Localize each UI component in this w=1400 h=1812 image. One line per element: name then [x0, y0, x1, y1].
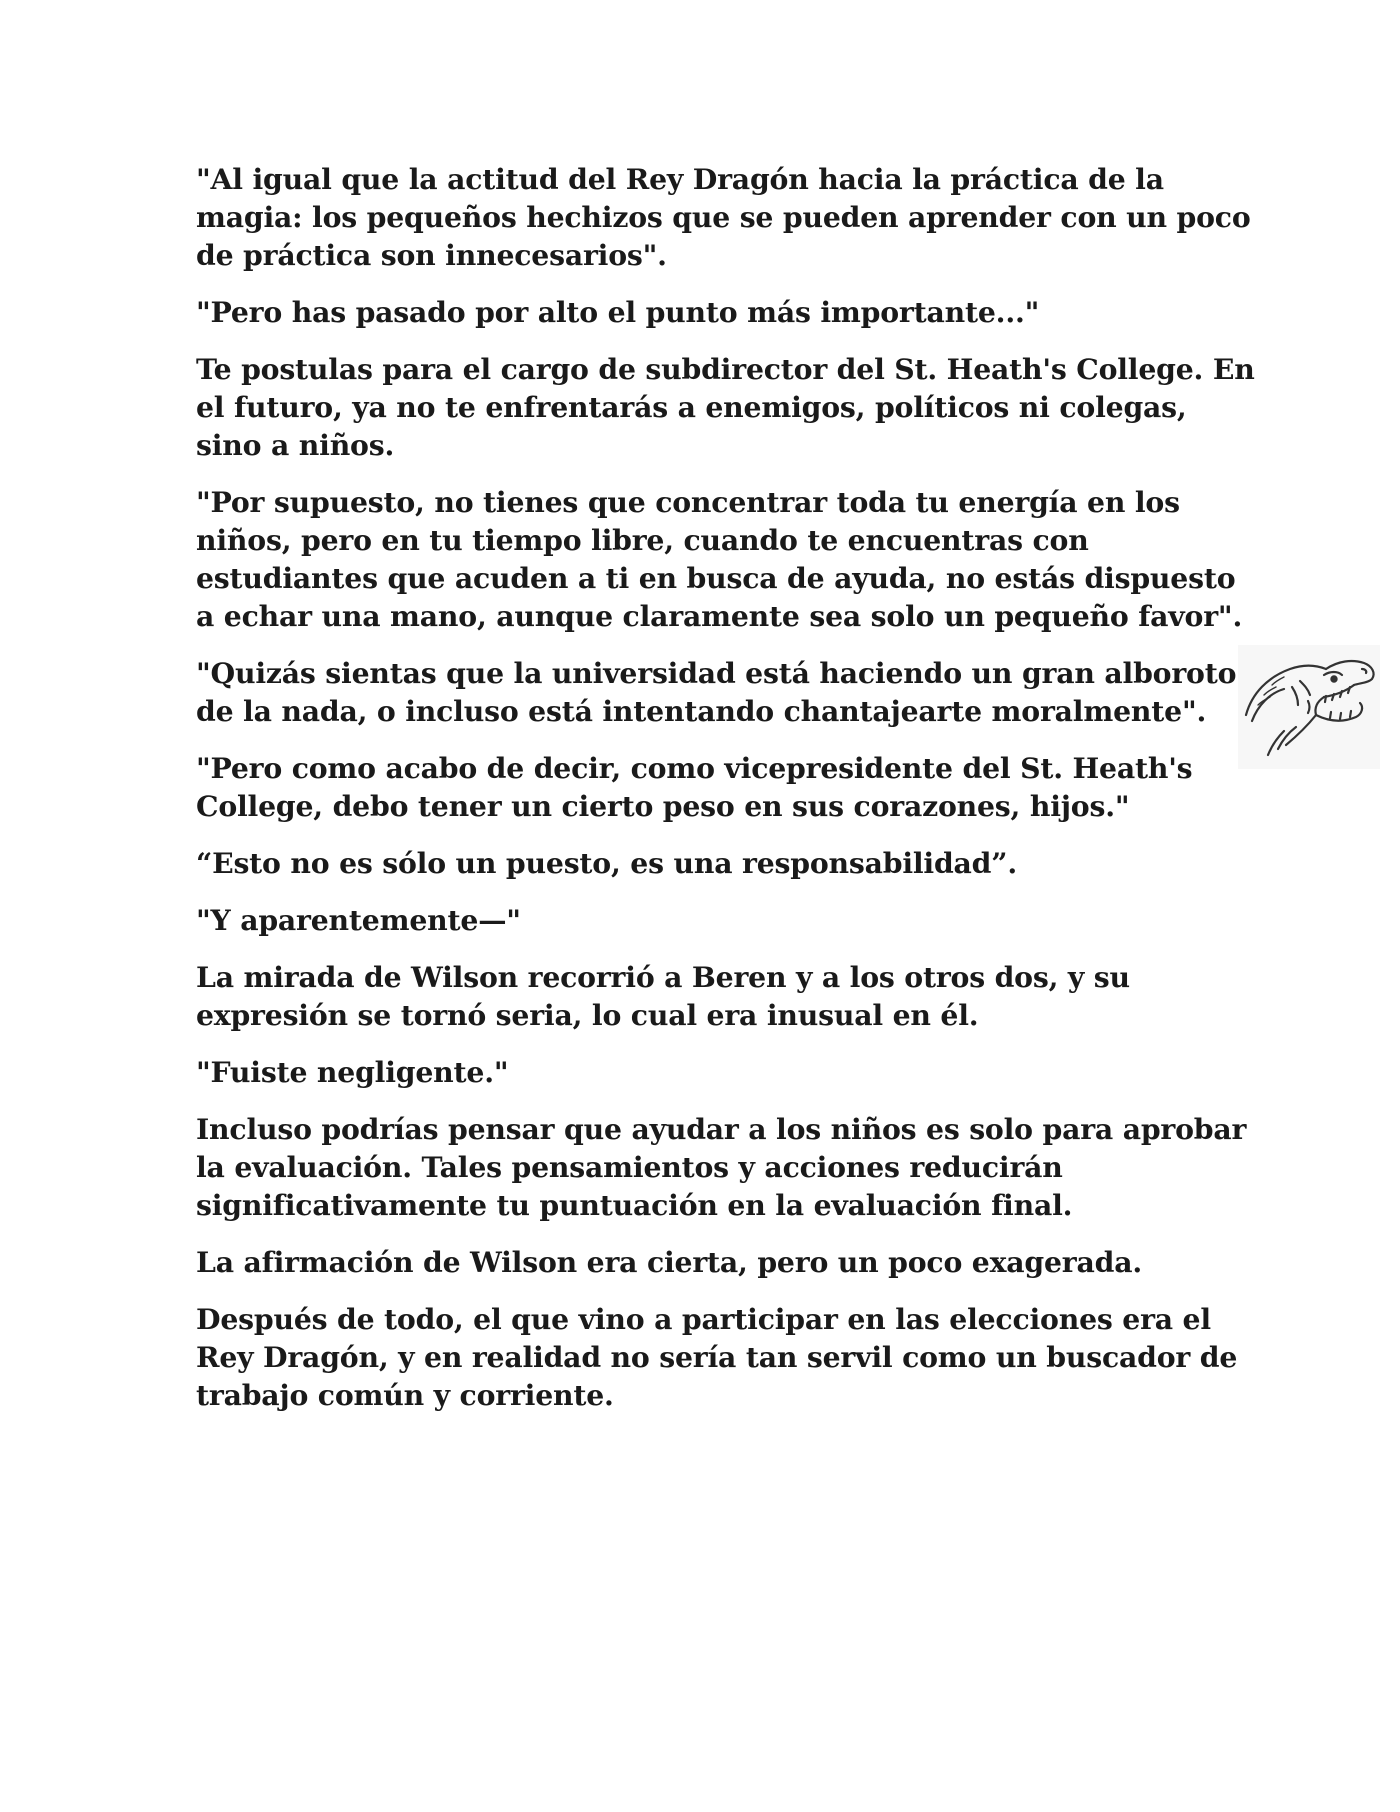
paragraph: "Pero como acabo de decir, como vicepresidente del St. Heath's College, debo tener un cierto peso en sus corazones, hijos." [196, 751, 1193, 823]
paragraph: "Y aparentemente—" [196, 903, 521, 937]
paragraph: La mirada de Wilson recorrió a Beren y a los otros dos, y su expresión se tornó seria, lo cual era inusual en él. [196, 960, 1130, 1032]
paragraph: "Por supuesto, no tienes que concentrar toda tu energía en los niños, pero en tu tiempo libre, cuando te encuentras con estudiantes que acuden a ti en busca de ayuda, no estás dispuesto a echar una mano, aunque claramente sea solo un pequeño favor". [196, 485, 1243, 633]
paragraph: "Fuiste negligente." [196, 1055, 509, 1089]
paragraph: Incluso podrías pensar que ayudar a los niños es solo para aprobar la evaluación. Tales pensamientos y acciones reducirán significativamente tu puntuación en la evaluación final. [196, 1112, 1247, 1222]
paragraph: La afirmación de Wilson era cierta, pero un poco exagerada. [196, 1245, 1142, 1279]
paragraph: “Esto no es sólo un puesto, es una responsabilidad”. [196, 846, 1018, 880]
dinosaur-head-sketch-icon [1238, 645, 1380, 769]
paragraph: "Al igual que la actitud del Rey Dragón hacia la práctica de la magia: los pequeños hechizos que se pueden aprender con un poco de práctica son innecesarios". [196, 162, 1251, 272]
paragraph: Te postulas para el cargo de subdirector del St. Heath's College. En el futuro, ya no te enfrentarás a enemigos, políticos ni colegas, sino a niños. [196, 352, 1255, 462]
paragraph: "Quizás sientas que la universidad está haciendo un gran alboroto de la nada, o incluso está intentando chantajearte moralmente". [196, 656, 1237, 728]
document-body [196, 160, 1256, 1433]
paragraph: Después de todo, el que vino a participar en las elecciones era el Rey Dragón, y en realidad no sería tan servil como un buscador de trabajo común y corriente. [196, 1302, 1238, 1412]
paragraph: "Pero has pasado por alto el punto más importante..." [196, 295, 1040, 329]
